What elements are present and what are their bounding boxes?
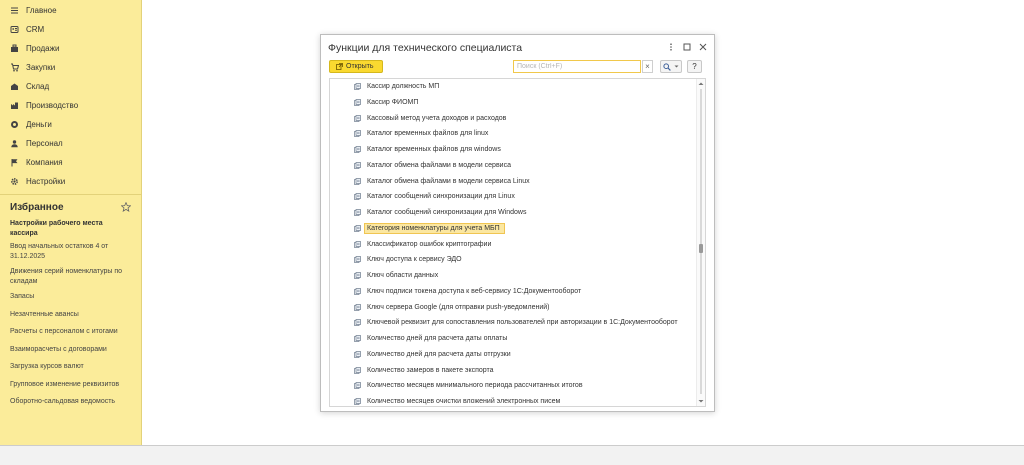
function-row[interactable] [354, 379, 583, 392]
function-item-icon [354, 288, 361, 295]
scroll-down-icon[interactable] [698, 398, 704, 404]
function-row-label: Ключ области данных [367, 272, 439, 279]
menu-icon [10, 6, 19, 15]
search-clear-button[interactable]: × [642, 60, 653, 73]
function-item-icon [354, 130, 361, 137]
favorite-item[interactable]: Оборотно-сальдовая ведомость [10, 398, 116, 405]
function-row-label: Ключевой реквизит для сопоставления пользователей при авторизации в 1С:Документооборот [367, 319, 678, 327]
function-item-icon [354, 319, 361, 326]
nav-item-label: Персонал [26, 139, 63, 148]
function-row[interactable] [354, 143, 501, 156]
function-row[interactable] [354, 112, 506, 125]
function-row-label: Количество месяцев очистки вложений электронных писем [367, 398, 561, 405]
open-button-label: Открыть [346, 63, 374, 70]
function-row[interactable] [354, 301, 550, 314]
nav-item-label: Компания [26, 158, 63, 167]
function-row-label: Кассир должность МП [367, 83, 440, 90]
function-row[interactable] [354, 395, 560, 407]
function-row[interactable] [354, 127, 488, 140]
function-item-icon [354, 256, 361, 263]
favorite-item[interactable]: Расчеты с персоналом с итогами [10, 328, 118, 335]
function-row[interactable] [354, 80, 439, 93]
favorite-item[interactable]: Групповое изменение реквизитов [10, 380, 120, 388]
open-icon [336, 63, 343, 70]
nav-item-label: CRM [26, 25, 45, 34]
function-row-label: Категория номенклатуры для учета МБП [364, 223, 505, 234]
search-icon [663, 63, 671, 71]
help-button[interactable]: ? [687, 60, 702, 73]
function-row-label: Кассовый метод учета доходов и расходов [367, 114, 507, 122]
function-row[interactable] [354, 269, 438, 282]
function-item-icon [354, 272, 361, 279]
function-row[interactable] [354, 96, 418, 109]
function-item-icon [354, 178, 361, 185]
function-row-label: Ключ доступа к сервису ЭДО [367, 256, 462, 264]
staff-icon [10, 139, 19, 148]
favorites-header [0, 197, 141, 217]
nav-item-label: Главное [26, 6, 57, 15]
favorite-item[interactable]: Загрузка курсов валют [10, 363, 84, 370]
nav-item-label: Настройки [26, 177, 66, 186]
nav-item-label: Деньги [26, 120, 52, 129]
function-row-label: Классификатор ошибок криптографии [367, 240, 492, 248]
company-flag-icon [10, 158, 19, 167]
function-row[interactable] [354, 253, 462, 266]
function-row[interactable] [354, 316, 678, 329]
function-row-label: Ключ сервера Google (для отправки push-уведомлений) [367, 303, 550, 311]
crm-icon [10, 25, 19, 34]
nav-item-1[interactable] [0, 1, 141, 20]
nav-item-9[interactable] [0, 153, 141, 172]
function-item-icon [354, 146, 361, 153]
function-row-label: Количество дней для расчета даты оплаты [367, 335, 508, 342]
function-row-label: Каталог обмена файлами в модели сервиса Linux [367, 177, 530, 185]
function-row[interactable] [354, 364, 494, 377]
nav-item-label: Закупки [26, 63, 56, 72]
function-item-icon [354, 115, 361, 122]
more-menu-icon[interactable] [665, 41, 676, 52]
nav-item-4[interactable] [0, 58, 141, 77]
function-row-label: Ключ подписи токена доступа к веб-сервису 1С:Документооборот [367, 287, 582, 295]
function-item-icon [354, 367, 361, 374]
function-item-icon [354, 193, 361, 200]
function-item-icon [354, 335, 361, 342]
favorite-item[interactable]: Движения серий номенклатуры по складам [10, 268, 123, 285]
nav-item-label: Продажи [26, 44, 60, 53]
search-button[interactable] [660, 60, 682, 73]
function-row[interactable] [354, 159, 511, 172]
functions-list[interactable] [329, 78, 706, 407]
function-item-icon [354, 241, 361, 248]
scrollbar[interactable] [696, 79, 705, 406]
function-row[interactable] [354, 332, 507, 345]
nav-item-3[interactable] [0, 39, 141, 58]
function-row[interactable] [354, 348, 511, 361]
status-bar [0, 445, 1024, 465]
function-row-label: Каталог обмена файлами в модели сервиса [367, 161, 511, 169]
function-item-icon [354, 162, 361, 169]
favorite-item[interactable]: Взаиморасчеты с договорами [10, 345, 107, 353]
function-row[interactable] [354, 175, 530, 188]
purchases-icon [10, 63, 19, 72]
favorite-item[interactable]: Ввод начальных остатков 4 от 31.12.2025 [10, 243, 109, 260]
functions-dialog [320, 34, 715, 412]
function-row-label: Каталог сообщений синхронизации для Linux [367, 193, 515, 201]
chevron-down-icon [674, 64, 679, 69]
favorite-item[interactable]: Запасы [10, 293, 35, 300]
function-item-icon [354, 99, 361, 106]
functions-list-rows [330, 79, 697, 406]
function-row[interactable] [354, 190, 515, 203]
favorite-item[interactable]: Незачтенные авансы [10, 310, 79, 318]
money-icon [10, 120, 19, 129]
scroll-up-icon[interactable] [698, 81, 704, 87]
sidebar [0, 0, 142, 445]
maximize-icon[interactable] [681, 41, 692, 52]
nav-item-5[interactable] [0, 77, 141, 96]
function-item-icon [354, 382, 361, 389]
nav-item-label: Производство [26, 101, 79, 110]
function-item-icon [354, 351, 361, 358]
function-row-label: Кассир ФИОМП [367, 98, 419, 106]
function-row-label: Количество дней для расчета даты отгрузки [367, 350, 511, 358]
favorite-item[interactable]: Настройки рабочего места кассира [10, 220, 103, 237]
function-row-label: Каталог временных файлов для windows [367, 146, 501, 153]
function-row-label: Количество месяцев минимального периода рассчитанных итогов [367, 382, 583, 390]
function-row-label: Каталог сообщений синхронизации для Windows [367, 209, 527, 216]
function-row[interactable] [354, 206, 527, 219]
star-icon[interactable] [121, 202, 131, 212]
nav-item-7[interactable] [0, 115, 141, 134]
function-row[interactable] [354, 285, 581, 298]
favorites-title: Избранное [10, 201, 64, 213]
close-icon[interactable] [697, 41, 708, 52]
sales-icon [10, 44, 19, 53]
function-item-icon [354, 83, 361, 90]
dialog-title: Функции для технического специалиста [328, 42, 523, 54]
warehouse-icon [10, 82, 19, 91]
function-row-label: Количество замеров в пакете экспорта [367, 366, 494, 374]
production-icon [10, 101, 19, 110]
scrollbar-track[interactable] [700, 89, 702, 394]
divider [0, 194, 141, 195]
nav-item-10[interactable] [0, 172, 141, 191]
function-item-icon [354, 398, 361, 405]
function-item-icon [354, 209, 361, 216]
function-row[interactable] [354, 222, 505, 235]
scrollbar-thumb[interactable] [699, 244, 703, 253]
nav-item-label: Склад [26, 82, 50, 91]
open-button[interactable] [329, 60, 383, 73]
search-input[interactable] [513, 60, 641, 73]
function-row[interactable] [354, 238, 491, 251]
function-item-icon [354, 304, 361, 311]
gear-icon [10, 177, 19, 186]
nav-item-6[interactable] [0, 96, 141, 115]
nav-item-8[interactable] [0, 134, 141, 153]
function-row-label: Каталог временных файлов для linux [367, 130, 489, 138]
nav-item-2[interactable] [0, 20, 141, 39]
favorites-list [0, 219, 141, 407]
nav-list [0, 1, 141, 191]
function-item-icon [354, 225, 361, 232]
